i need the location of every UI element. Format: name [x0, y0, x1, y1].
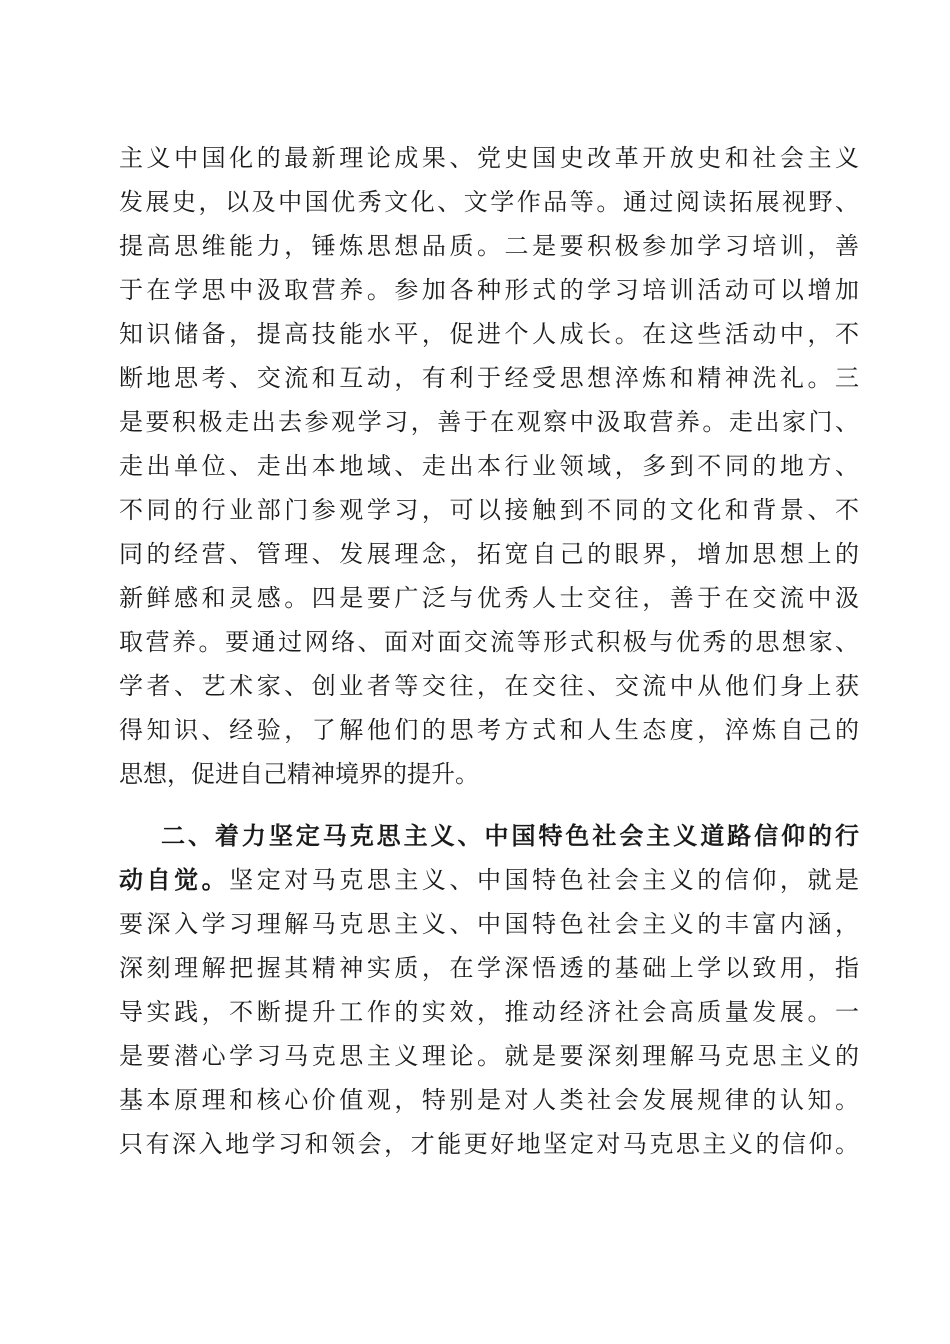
paragraph-line	[119, 488, 859, 532]
paragraph-line	[119, 902, 859, 946]
line-text: 导实践，不断提升工作的实效，推动经济社会高质量发展。一	[119, 998, 859, 1026]
line-text: 于在学思中汲取营养。参加各种形式的学习培训活动可以增加	[119, 276, 859, 304]
line-text: 只有深入地学习和领会，才能更好地坚定对马克思主义的信仰。	[119, 1130, 859, 1158]
paragraph-line	[119, 708, 859, 752]
line-text: 不同的行业部门参观学习，可以接触到不同的文化和背景、不	[119, 496, 859, 524]
paragraph-line	[119, 532, 859, 576]
paragraph-line	[119, 1122, 859, 1166]
line-text: 要深入学习理解马克思主义、中国特色社会主义的丰富内涵，	[119, 910, 859, 938]
paragraph-line	[119, 576, 859, 620]
line-text: 同的经营、管理、发展理念，拓宽自己的眼界，增加思想上的	[119, 540, 859, 568]
line-text: 取营养。要通过网络、面对面交流等形式积极与优秀的思想家、	[119, 628, 859, 656]
paragraph-line	[119, 136, 859, 180]
paragraph-line	[119, 444, 859, 488]
line-text: 主义中国化的最新理论成果、党史国史改革开放史和社会主义	[119, 144, 859, 172]
line-text: 提高思维能力，锤炼思想品质。二是要积极参加学习培训，善	[119, 232, 859, 260]
paragraph-line	[119, 268, 859, 312]
paragraph-line	[119, 400, 859, 444]
paragraph-line	[119, 1034, 859, 1078]
line-text: 是要潜心学习马克思主义理论。就是要深刻理解马克思主义的	[119, 1042, 859, 1070]
heading-text-end: 动自觉。	[119, 866, 230, 894]
heading-text: 二、着力坚定马克思主义、中国特色社会主义道路信仰的行	[161, 822, 859, 850]
line-text: 断地思考、交流和互动，有利于经受思想淬炼和精神洗礼。三	[119, 364, 859, 392]
line-text: 发展史，以及中国优秀文化、文学作品等。通过阅读拓展视野、	[119, 188, 859, 216]
line-text: 思想，促进自己精神境界的提升。	[119, 760, 479, 788]
paragraph-line	[119, 1078, 859, 1122]
line-text: 深刻理解把握其精神实质，在学深悟透的基础上学以致用，指	[119, 954, 859, 982]
paragraph-line	[119, 180, 859, 224]
line-text: 学者、艺术家、创业者等交往，在交往、交流中从他们身上获	[119, 672, 859, 700]
paragraph-line	[119, 946, 859, 990]
line-text: 是要积极走出去参观学习，善于在观察中汲取营养。走出家门、	[119, 408, 859, 436]
paragraph-line	[119, 356, 859, 400]
heading-continuation	[119, 858, 859, 902]
line-text: 基本原理和核心价值观，特别是对人类社会发展规律的认知。	[119, 1086, 859, 1114]
line-text: 坚定对马克思主义、中国特色社会主义的信仰，就是	[229, 866, 860, 894]
paragraph-line	[119, 990, 859, 1034]
line-text: 新鲜感和灵感。四是要广泛与优秀人士交往，善于在交流中汲	[119, 584, 859, 612]
line-text: 得知识、经验，了解他们的思考方式和人生态度，淬炼自己的	[119, 716, 859, 744]
paragraph-line	[119, 664, 859, 708]
paragraph-line-last	[119, 752, 859, 796]
line-text: 知识储备，提高技能水平，促进个人成长。在这些活动中，不	[119, 320, 859, 348]
paragraph-line	[119, 224, 859, 268]
paragraph-line	[119, 620, 859, 664]
line-text: 走出单位、走出本地域、走出本行业领域，多到不同的地方、	[119, 452, 859, 480]
heading-continuation-line	[119, 858, 859, 902]
paragraph-line	[119, 312, 859, 356]
section-heading	[161, 814, 859, 858]
